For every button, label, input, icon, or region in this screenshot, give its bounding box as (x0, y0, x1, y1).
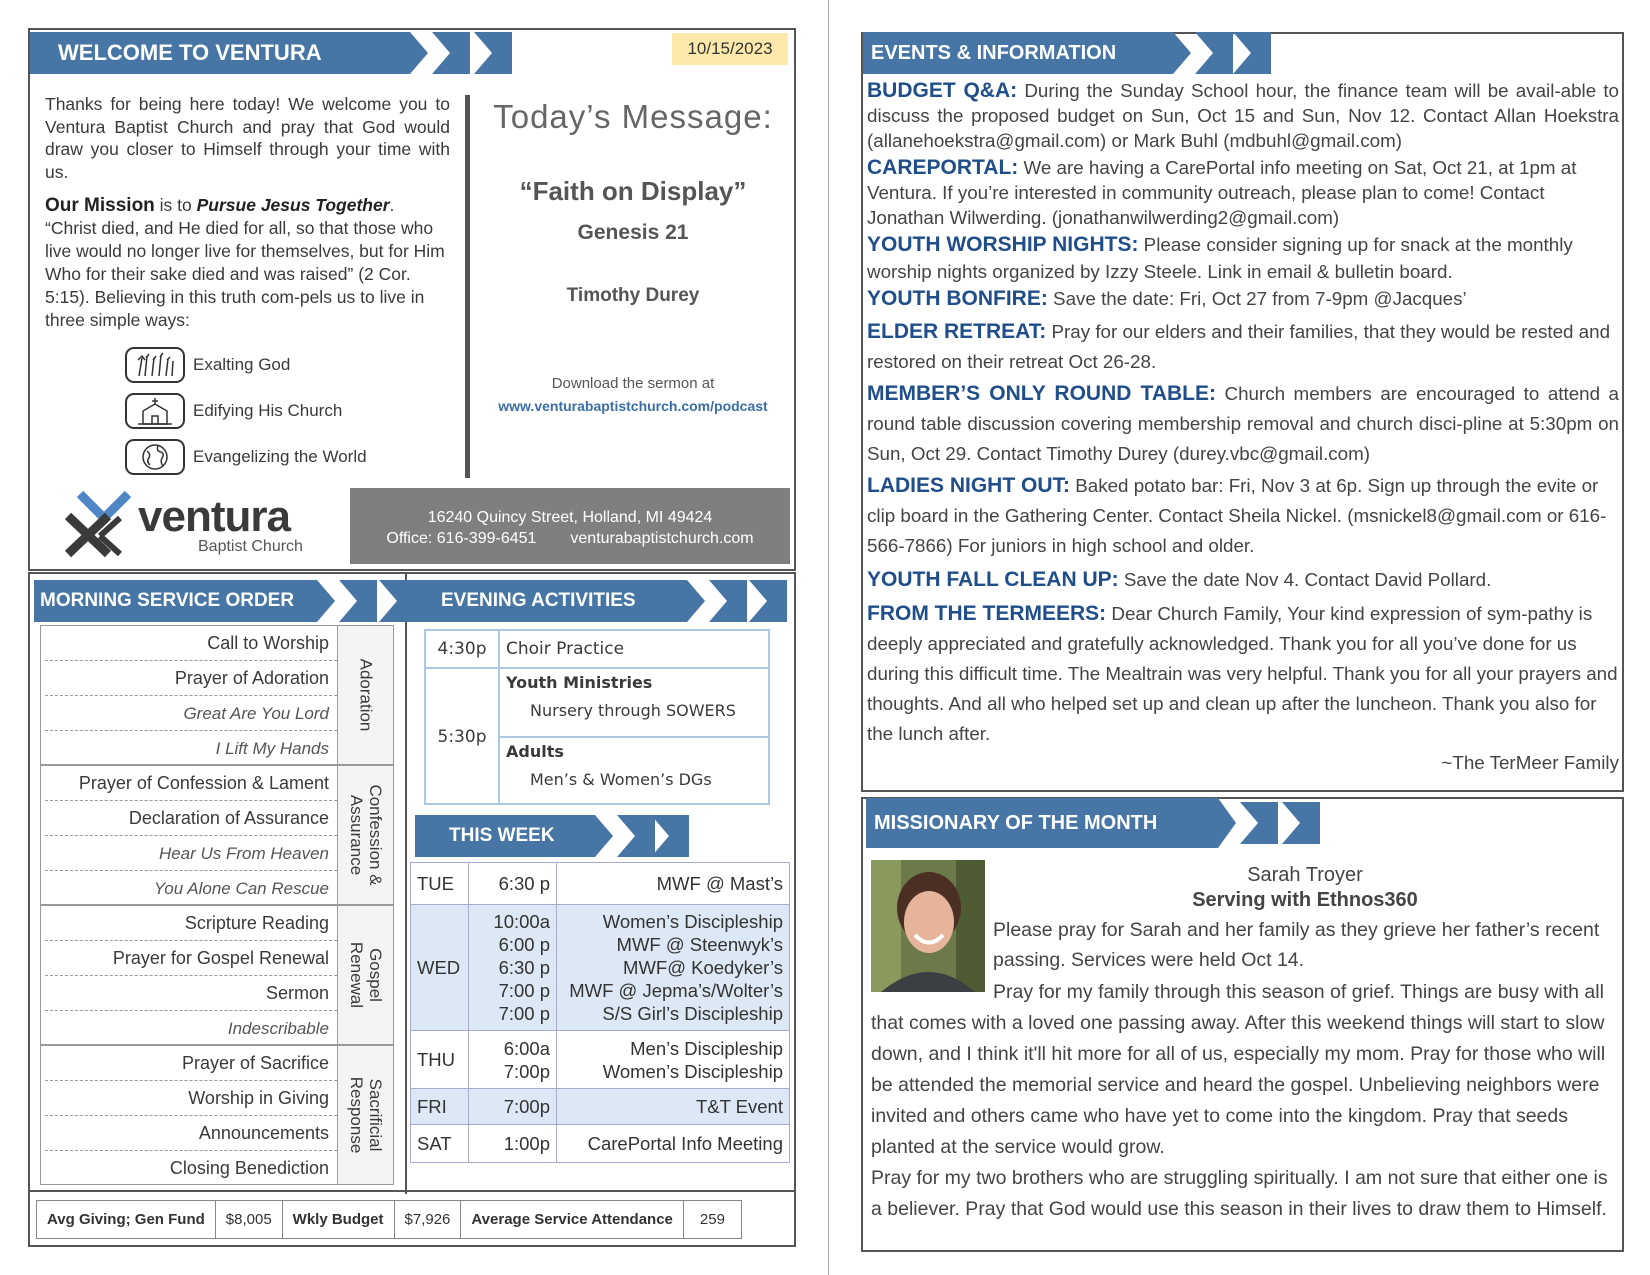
event-title: YOUTH WORSHIP NIGHTS: (867, 233, 1139, 256)
service-item: Worship in Giving (45, 1081, 337, 1116)
evening-youth (500, 669, 768, 738)
service-item: Prayer of Confession & Lament (45, 766, 337, 801)
missionary-paragraph: Pray for my two brothers who are struggling spiritually. I am not sure that either one is a believer. Pray that God would use this season in their lives to draw them to Himself. (871, 1167, 1608, 1220)
chevron-icon (339, 580, 375, 622)
group-label-text: Confession & Assurance (346, 784, 385, 886)
event-title: CAREPORTAL: (867, 156, 1019, 179)
week-event: Women’s Discipleship (602, 911, 783, 932)
group-label (337, 626, 393, 764)
chevron-icon (1282, 802, 1320, 844)
event-body: Baked potato bar: Fri, Nov 3 at 6p. Sign up through the evite or clip board in the Gathering Center. Contact Sheila Nickel. (msnickel8@gmail.com or 616-566-7866) For juniors in high school and older. (867, 475, 1607, 556)
welcome-text (45, 93, 450, 332)
events-list (867, 78, 1619, 777)
week-times (469, 1031, 557, 1089)
way-item (125, 342, 367, 388)
service-item: Prayer for Gospel Renewal (45, 941, 337, 976)
events-header (863, 32, 1267, 74)
week-header (415, 815, 681, 857)
service-song: Great Are You Lord (45, 696, 337, 731)
event-title: YOUTH BONFIRE: (867, 287, 1048, 310)
sermon-speaker: Timothy Durey (566, 285, 700, 306)
stats-divider (30, 1190, 794, 1192)
week-day: WED (411, 905, 469, 1031)
group-label (337, 906, 393, 1044)
chevron-icon (432, 32, 470, 74)
week-time: 7:00p (469, 1089, 557, 1125)
chevron-icon (595, 815, 613, 857)
missionary-paragraph: Please pray for Sarah and her family as they grieve her father’s recent passing. Services were held Oct 14. (993, 919, 1600, 971)
stat-value: $7,926 (394, 1201, 461, 1239)
logo-wordmark: ventura (138, 492, 290, 541)
event-termeers (867, 599, 1619, 749)
event-title: MEMBER’S ONLY ROUND TABLE: (867, 382, 1216, 405)
chevron-icon (410, 32, 428, 74)
chevron-icon (1173, 32, 1191, 74)
week-time: 6:00 p (498, 934, 550, 955)
group-label (337, 766, 393, 904)
church-icon (125, 393, 185, 429)
week-day: TUE (411, 863, 469, 905)
week-row (411, 1089, 790, 1125)
missionary-org: Serving with Ethnos360 (1192, 889, 1418, 911)
service-group-sacrificial (40, 1045, 394, 1185)
way-evangelizing: Evangelizing the World (193, 447, 367, 466)
welcome-intro: Thanks for being here today! We welcome you to Ventura Baptist Church and pray that God would draw you closer to Himself through your time with us. (45, 94, 450, 182)
event-elder-retreat (867, 317, 1619, 377)
church-website[interactable]: venturabaptistchurch.com (570, 530, 754, 547)
service-item: Announcements (45, 1116, 337, 1151)
adults-title: Adults (506, 742, 564, 761)
week-row (411, 863, 790, 905)
church-address: 16240 Quincy Street, Holland, MI 49424 (427, 509, 713, 526)
service-song: Indescribable (227, 1019, 329, 1038)
group-label-text: Adoration (356, 658, 375, 732)
chevron-icon (379, 580, 415, 622)
sermon-passage: Genesis 21 (577, 221, 689, 244)
service-item: Call to Worship (45, 626, 337, 661)
event-title: FROM THE TERMEERS: (867, 602, 1107, 625)
termeer-signature: ~The TerMeer Family (1441, 752, 1619, 773)
chevron-icon (617, 815, 647, 857)
week-events (557, 1031, 790, 1089)
service-item: Prayer of Adoration (45, 661, 337, 696)
welcome-header (30, 32, 512, 74)
week-event: T&T Event (557, 1089, 790, 1125)
message-box (480, 98, 786, 414)
event-careportal (867, 155, 1619, 230)
week-time: 7:00p (503, 1060, 550, 1082)
event-body: We are having a CarePortal info meeting on Sat, Oct 21, at 1pm at Ventura. If you’re interested in community outreach, please plan to come! Contact Jonathan Wilwerding. (jonathanwilwerding2@gmail.com) (867, 157, 1577, 228)
week-times (469, 905, 557, 1031)
contact-line (350, 528, 790, 549)
message-heading: Today’s Message: (493, 98, 773, 135)
schedule-divider (405, 574, 407, 1194)
event-budget (867, 78, 1619, 153)
sermon-title: “Faith on Display” (519, 176, 747, 206)
event-body: Pray for our elders and their families, that they would be rested and restored on their retreat Oct 26-28. (867, 321, 1611, 372)
event-body: Save the date: Fri, Oct 27 from 7-9pm @Jacques’ (1053, 288, 1467, 309)
week-day: THU (411, 1031, 469, 1089)
service-header (34, 580, 415, 622)
service-song: Hear Us From Heaven (45, 836, 337, 871)
event-youth-worship (867, 231, 1619, 285)
chevron-icon (749, 580, 785, 622)
stat-value: 259 (683, 1201, 741, 1239)
evening-time: 4:30p (426, 631, 500, 669)
service-item: Declaration of Assurance (45, 801, 337, 836)
chevron-icon (1240, 802, 1278, 844)
event-body: Church members are encouraged to attend a round table discussion covering membership removal and church disci-pline at 5:30pm on Sun, Oct 29. Contact Timothy Durey (durey.vbc@gmail.com) (867, 383, 1619, 464)
service-group-adoration (40, 625, 394, 765)
way-edifying: Edifying His Church (193, 401, 343, 420)
stat-label: Wkly Budget (282, 1201, 394, 1239)
ways-list (125, 342, 367, 480)
week-time: 6:00a (503, 1037, 550, 1059)
chevron-icon (1218, 798, 1236, 848)
address-box (350, 488, 790, 564)
week-event: S/S Girl’s Discipleship (602, 1003, 783, 1024)
missionary-photo (871, 860, 985, 992)
way-item (125, 388, 367, 434)
week-day: FRI (411, 1089, 469, 1125)
event-fall-cleanup (867, 565, 1619, 595)
week-event: MWF@ Koedyker’s (623, 957, 783, 978)
week-time: 6:30 p (498, 957, 550, 978)
service-item: Prayer of Sacrifice (45, 1046, 337, 1081)
mission-text: . “Christ died, and He died for all, so that those who live would no longer live for themselves, but for Him Who for their sake died and was raised” (2 Cor. 5:15). Believing in this truth com-pels us to live in three simple ways: (45, 195, 445, 330)
week-event: MWF @ Steenwyk’s (616, 934, 783, 955)
service-song: I Lift My Hands (215, 739, 329, 758)
week-event: CarePortal Info Meeting (557, 1125, 790, 1163)
week-event: Men’s Discipleship (630, 1037, 783, 1059)
ventura-logo (60, 490, 310, 560)
stat-value: $8,005 (215, 1201, 282, 1239)
event-body: During the Sunday School hour, the finance team will be avail-able to discuss the proposed budget on Sun, Oct 15 and Sun, Nov 12. Contact Allan Hoekstra (allanehoekstra@gmail.com) or Mark Buhl (mdbuhl@gmail.com) (867, 80, 1619, 151)
week-event: MWF @ Mast’s (557, 863, 790, 905)
way-exalting: Exalting God (193, 355, 291, 374)
service-group-confession (40, 765, 394, 905)
bulletin-date: 10/15/2023 (672, 33, 788, 65)
way-item (125, 434, 367, 480)
download-text: Download the sermon at (551, 375, 715, 392)
mission-phrase: Pursue Jesus Together (196, 195, 390, 215)
missionary-paragraph: Pray for my family through this season of grief. Things are busy with all that comes with a loved one passing away. After this weekend things will start to slow down, and I think it'll hit more for all of us, especially my mom. Pray for those who will be attended the memorial service and heard the gospel. Unbelieving neighbors were invited and others came who have yet to come into the kingdom. Pray that seeds planted at the service would grow. (871, 981, 1606, 1158)
mission-is: is to (154, 195, 197, 215)
event-title: LADIES NIGHT OUT: (867, 474, 1070, 497)
missionary-name-block (995, 863, 1615, 913)
event-title: YOUTH FALL CLEAN UP: (867, 568, 1119, 591)
week-time: 7:00 p (498, 1003, 550, 1024)
chevron-icon (651, 815, 681, 857)
missionary-name: Sarah Troyer (1247, 864, 1363, 886)
event-title: ELDER RETREAT: (867, 320, 1047, 343)
stats-table (36, 1200, 742, 1239)
week-day: SAT (411, 1125, 469, 1163)
office-phone: Office: 616-399-6451 (386, 530, 537, 547)
event-round-table (867, 379, 1619, 469)
service-song: You Alone Can Rescue (153, 879, 329, 898)
mission-label: Our Mission (45, 195, 155, 216)
chevron-icon (687, 580, 705, 622)
service-group-gospel (40, 905, 394, 1045)
missionary-header-title: MISSIONARY OF THE MONTH (866, 798, 1218, 848)
week-events (557, 905, 790, 1031)
group-label-text: Gospel Renewal (346, 941, 385, 1009)
service-item: Closing Benediction (169, 1158, 329, 1178)
stat-label: Average Service Attendance (461, 1201, 683, 1239)
missionary-header (866, 802, 1320, 844)
week-row (411, 1031, 790, 1089)
evening-activity: Choir Practice (500, 631, 768, 669)
week-row (411, 905, 790, 1031)
event-body: Save the date Nov 4. Contact David Pollard. (1123, 569, 1492, 590)
evening-time: 5:30p (426, 669, 500, 803)
chevron-icon (317, 580, 335, 622)
missionary-portrait-icon (871, 860, 985, 992)
week-row (411, 1125, 790, 1163)
event-body: Please consider signing up for snack at the monthly worship nights organized by Izzy Steele. Link in email & bulletin board. (867, 234, 1573, 282)
event-ladies-night (867, 471, 1619, 561)
mission-statement (45, 194, 450, 332)
globe-icon (125, 439, 185, 475)
event-youth-bonfire (867, 285, 1619, 313)
event-title: BUDGET Q&A: (867, 79, 1018, 102)
evening-header-title: EVENING ACTIVITIES (415, 580, 687, 622)
logo-mark-icon (60, 490, 150, 562)
week-time: 10:00a (493, 911, 550, 932)
message-divider (465, 95, 470, 478)
service-item: Scripture Reading (45, 906, 337, 941)
logo-subtitle: Baptist Church (198, 538, 303, 555)
page-fold-line (828, 0, 829, 1275)
group-label-text: Sacrificial Response (346, 1076, 385, 1154)
service-item: Sermon (45, 976, 337, 1011)
missionary-letter (871, 977, 1616, 1225)
welcome-header-title: WELCOME TO VENTURA (30, 32, 410, 74)
evening-table (424, 629, 770, 805)
week-event: MWF @ Jepma’s/Wolter’s (569, 980, 783, 1001)
week-table (410, 862, 790, 1163)
chevron-icon (474, 32, 512, 74)
event-body: Dear Church Family, Your kind expression of sym-pathy is deeply appreciated and gratefully acknowledged. Thank you for all you’ve done for us during this difficult time. The Mealtrain was very helpful. Thank you for all your prayers and thoughts. And all who helped set up and clean up after the luncheon. Thank you also for the lunch after. (867, 603, 1618, 744)
chevron-icon (709, 580, 745, 622)
chevron-icon (1233, 32, 1267, 74)
chevron-icon (1195, 32, 1229, 74)
service-header-title: MORNING SERVICE ORDER (34, 580, 317, 622)
week-event: Women’s Discipleship (602, 1060, 783, 1082)
youth-title: Youth Ministries (506, 673, 653, 692)
evening-adults (500, 738, 768, 803)
week-time: 6:30 p (469, 863, 557, 905)
week-time: 1:00p (469, 1125, 557, 1163)
group-label (337, 1046, 393, 1184)
week-header-title: THIS WEEK (415, 815, 595, 857)
adults-sub: Men’s & Women’s DGs (530, 770, 712, 789)
events-header-title: EVENTS & INFORMATION (863, 32, 1173, 74)
evening-header (415, 580, 785, 622)
hands-raised-icon (125, 347, 185, 383)
week-time: 7:00 p (498, 980, 550, 1001)
stat-label: Avg Giving; Gen Fund (37, 1201, 216, 1239)
podcast-link[interactable]: www.venturabaptistchurch.com/podcast (498, 398, 768, 414)
youth-sub: Nursery through SOWERS (530, 701, 736, 720)
